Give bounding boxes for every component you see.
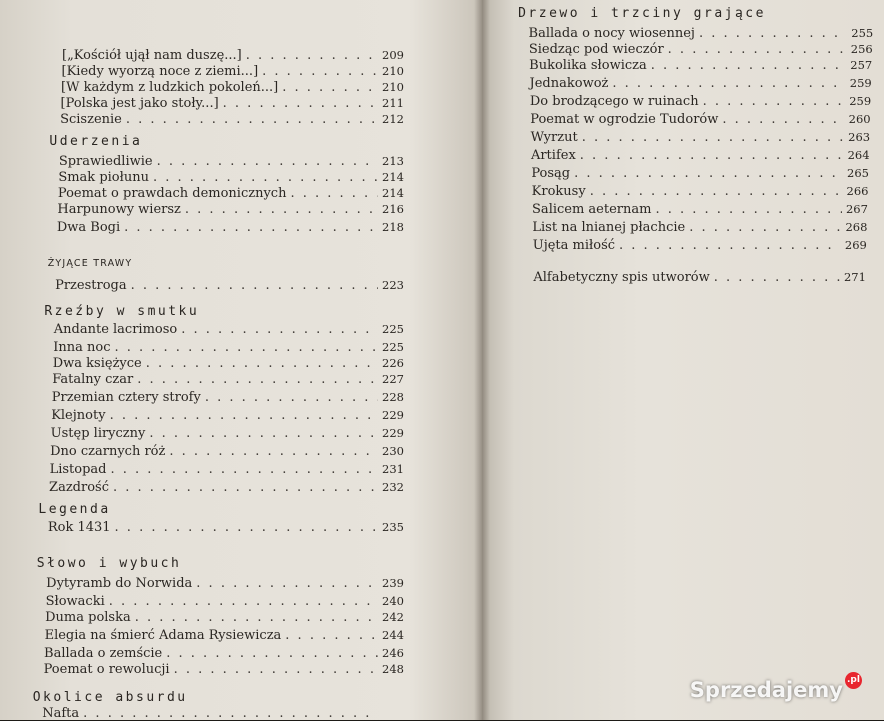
toc-entry-title: Przemian cztery strofy: [51, 390, 201, 405]
toc-entry-title: Siedząc pod wieczór: [528, 42, 664, 57]
toc-entry-title: Do brodzącego w ruinach: [529, 94, 699, 109]
dot-leader: [126, 112, 378, 127]
toc-entry: [52, 390, 404, 405]
toc-entry-title: Przestroga: [55, 278, 127, 293]
dot-leader: [590, 184, 843, 199]
toc-entry-title: Ballada o zemście: [44, 646, 163, 661]
toc-entry-page-number: 244: [382, 628, 404, 642]
toc-entry: [532, 220, 867, 235]
toc-entry: [529, 42, 873, 57]
toc-entry: [533, 238, 867, 253]
toc-entry: [59, 154, 404, 169]
toc-entry-title: Alfabetyczny spis utworów: [533, 270, 710, 285]
toc-entry: [48, 520, 404, 535]
toc-entry-page-number: 209: [382, 48, 404, 62]
toc-entry-title: Poemat w ogrodzie Tudorów: [530, 112, 719, 127]
toc-entry-title: Klejnoty: [51, 408, 106, 423]
toc-entry: [61, 96, 404, 111]
toc-entry-title: Poemat o prawdach demonicznych: [57, 186, 287, 201]
toc-entry: [533, 270, 866, 285]
toc-entry: [62, 64, 404, 79]
dot-leader: [153, 170, 378, 185]
toc-entry-title: Ujęta miłość: [532, 238, 616, 253]
toc-entry-page-number: 259: [849, 76, 872, 90]
toc-entry: [531, 166, 869, 181]
dot-leader: [699, 26, 847, 41]
toc-entry: [52, 372, 404, 387]
toc-entry-page-number: 266: [846, 184, 869, 198]
toc-entry-page-number: 240: [382, 594, 404, 608]
dot-leader: [111, 462, 378, 477]
toc-entry: [44, 646, 404, 661]
dot-leader: [290, 186, 378, 201]
toc-entry-title: Zazdrość: [49, 480, 109, 495]
toc-entry-page-number: 210: [382, 64, 404, 78]
toc-entry-page-number: 230: [382, 444, 404, 458]
section-heading: Rzeźby w smutku: [44, 304, 200, 319]
toc-entry: [530, 94, 871, 109]
toc-entry: [45, 628, 404, 643]
dot-leader: [619, 238, 841, 253]
toc-entry: [532, 184, 869, 199]
toc-entry-page-number: 257: [850, 58, 873, 72]
dot-leader: [285, 628, 378, 643]
dot-leader: [185, 202, 378, 217]
toc-entry-title: [„Kościół ujął nam duszę...]: [62, 48, 242, 63]
dot-leader: [262, 64, 378, 79]
dot-leader: [689, 220, 841, 235]
dot-leader: [110, 408, 378, 423]
toc-entry-page-number: 269: [844, 238, 867, 252]
toc-entry-page-number: 246: [382, 646, 404, 660]
toc-entry-page-number: 225: [382, 322, 404, 336]
dot-leader: [703, 94, 846, 109]
toc-entry-title: Fatalny czar: [52, 372, 134, 387]
watermark-pl-badge: .pl: [845, 672, 862, 689]
toc-entry: [54, 322, 404, 337]
toc-entry-title: [W każdym z ludzkich pokoleń...]: [61, 80, 279, 95]
dot-leader: [115, 520, 378, 535]
toc-entry: [46, 576, 404, 591]
toc-entry: [531, 148, 870, 163]
toc-entry-page-number: 213: [382, 154, 404, 168]
dot-leader: [651, 58, 847, 73]
toc-entry-title: Posąg: [531, 166, 571, 181]
dot-leader: [205, 390, 378, 405]
toc-entry-page-number: 260: [848, 112, 871, 126]
toc-entry-page-number: 223: [382, 278, 404, 292]
dot-leader: [580, 148, 844, 163]
toc-entry-page-number: 259: [849, 94, 872, 108]
toc-entry-title: Sciszenie: [60, 112, 122, 127]
toc-entry: [49, 480, 404, 495]
dot-leader: [655, 202, 841, 217]
toc-entry-page-number: 256: [850, 42, 873, 56]
toc-entry: [53, 340, 404, 355]
toc-entry-page-number: 218: [382, 220, 404, 234]
toc-entry: [45, 610, 404, 625]
dot-leader: [169, 444, 378, 459]
toc-entry-page-number: 232: [382, 480, 404, 494]
dot-leader: [612, 76, 845, 91]
toc-entry-page-number: 264: [847, 148, 870, 162]
toc-entry-page-number: 255: [851, 26, 874, 40]
dot-leader: [668, 42, 847, 57]
toc-entry-page-number: 214: [382, 170, 404, 184]
toc-entry-page-number: 211: [382, 96, 404, 110]
toc-entry-title: Ustęp liryczny: [50, 426, 146, 441]
toc-entry-page-number: 239: [382, 576, 404, 590]
watermark-brand: Sprzedajemy: [689, 678, 843, 702]
dot-leader: [722, 112, 844, 127]
toc-entry: [46, 594, 404, 609]
toc-entry-title: Krokusy: [531, 184, 586, 199]
toc-entry-page-number: 227: [382, 372, 404, 386]
section-heading: Uderzenia: [49, 134, 143, 149]
toc-entry-title: Elegia na śmierć Adama Rysiewicza: [44, 628, 282, 643]
dot-leader: [223, 96, 378, 111]
dot-leader: [714, 270, 840, 285]
toc-entry-title: Andante lacrimoso: [53, 322, 178, 337]
toc-entry-title: Salicem aeternam: [532, 202, 652, 217]
section-heading: Okolice absurdu: [32, 690, 188, 705]
toc-entry: [44, 662, 404, 677]
dot-leader: [113, 480, 378, 495]
dot-leader: [109, 594, 378, 609]
dot-leader: [157, 154, 378, 169]
dot-leader: [137, 372, 378, 387]
toc-entry-title: Dno czarnych róż: [50, 444, 166, 459]
toc-entry-title: Sprawiedliwie: [58, 154, 153, 169]
dot-leader: [574, 166, 843, 181]
toc-entry-title: [Kiedy wyorzą noce z ziemi...]: [61, 64, 259, 79]
toc-entry-title: Listopad: [49, 462, 107, 477]
toc-entry-title: Harpunowy wiersz: [57, 202, 181, 217]
toc-entry-page-number: 225: [382, 340, 404, 354]
toc-entry-page-number: 210: [382, 80, 404, 94]
toc-entry-page-number: 231: [382, 462, 404, 476]
toc-entry-page-number: 268: [845, 220, 868, 234]
toc-entry: [60, 112, 404, 127]
section-heading: Słowo i wybuch: [36, 556, 182, 571]
dot-leader: [124, 220, 378, 235]
dot-leader: [135, 610, 378, 625]
toc-entry: [529, 58, 872, 73]
toc-entry-page-number: 229: [382, 426, 404, 440]
dot-leader: [282, 80, 378, 95]
toc-entry-page-number: 214: [382, 186, 404, 200]
toc-entry-title: Dytyramb do Norwida: [46, 576, 193, 591]
toc-entry-page-number: 226: [382, 356, 404, 370]
dot-leader: [181, 322, 378, 337]
toc-entry-page-number: 228: [382, 390, 404, 404]
toc-entry-page-number: 248: [382, 662, 404, 676]
toc-entry-title: Poemat o rewolucji: [43, 662, 170, 677]
toc-entry-title: Artifex: [530, 148, 576, 163]
toc-entry: [55, 278, 404, 293]
toc-entry: [50, 444, 404, 459]
toc-entry-title: List na lnianej płachcie: [532, 220, 686, 235]
toc-entry: [57, 202, 404, 217]
toc-entry-page-number: 216: [382, 202, 404, 216]
toc-entry-title: [Polska jest jako stoły...]: [60, 96, 219, 111]
toc-entry: [62, 48, 404, 63]
book-gutter: [474, 0, 490, 720]
toc-entry-page-number: 229: [382, 408, 404, 422]
dot-leader: [146, 356, 378, 371]
toc-entry: [61, 80, 404, 95]
toc-entry-title: Inna noc: [53, 340, 111, 355]
toc-entry-title: Jednakowoż: [529, 76, 609, 91]
toc-entry-page-number: 267: [845, 202, 868, 216]
toc-entry: [530, 112, 870, 127]
toc-entry: [531, 130, 871, 145]
toc-entry: [51, 408, 404, 423]
toc-entry-page-number: 235: [382, 520, 404, 534]
toc-entry-title: Słowacki: [45, 594, 105, 609]
toc-entry-title: Bukolika słowicza: [529, 58, 647, 73]
toc-entry: [58, 186, 404, 201]
toc-entry-title: Nafta: [42, 706, 80, 721]
toc-entry: [53, 356, 404, 371]
toc-entry-page-number: 263: [848, 130, 871, 144]
dot-leader: [114, 340, 378, 355]
dot-leader: [582, 130, 844, 145]
dot-leader: [149, 426, 378, 441]
toc-entry-title: Wyrzut: [530, 130, 578, 145]
toc-entry: [58, 170, 404, 185]
toc-entry-title: Dwa Bogi: [56, 220, 121, 235]
toc-entry-title: Ballada o nocy wiosennej: [528, 26, 695, 41]
toc-entry-page-number: 265: [847, 166, 869, 180]
toc-entry: [50, 462, 404, 477]
section-heading: Legenda: [38, 502, 111, 517]
toc-entry-page-number: 212: [382, 112, 404, 126]
toc-entry-title: Smak piołunu: [58, 170, 149, 185]
toc-entry: [529, 26, 874, 41]
dot-leader: [174, 662, 378, 677]
dot-leader: [83, 706, 378, 721]
section-heading: ŻYJĄCE TRAWY: [47, 258, 133, 269]
sprzedajemy-watermark: [689, 675, 862, 702]
toc-entry: [57, 220, 404, 235]
dot-leader: [196, 576, 378, 591]
dot-leader: [131, 278, 378, 293]
toc-entry-title: Rok 1431: [47, 520, 111, 535]
toc-entry-title: Dwa księżyce: [52, 356, 142, 371]
toc-entry-title: Duma polska: [45, 610, 131, 625]
dot-leader: [246, 48, 378, 63]
toc-entry: [42, 706, 404, 721]
toc-entry: [51, 426, 404, 441]
toc-entry: [532, 202, 868, 217]
section-heading: Drzewo i trzciny grające: [518, 6, 766, 21]
toc-entry: [530, 76, 872, 91]
toc-entry-page-number: 271: [843, 270, 866, 284]
toc-entry-page-number: 242: [382, 610, 404, 624]
dot-leader: [166, 646, 378, 661]
